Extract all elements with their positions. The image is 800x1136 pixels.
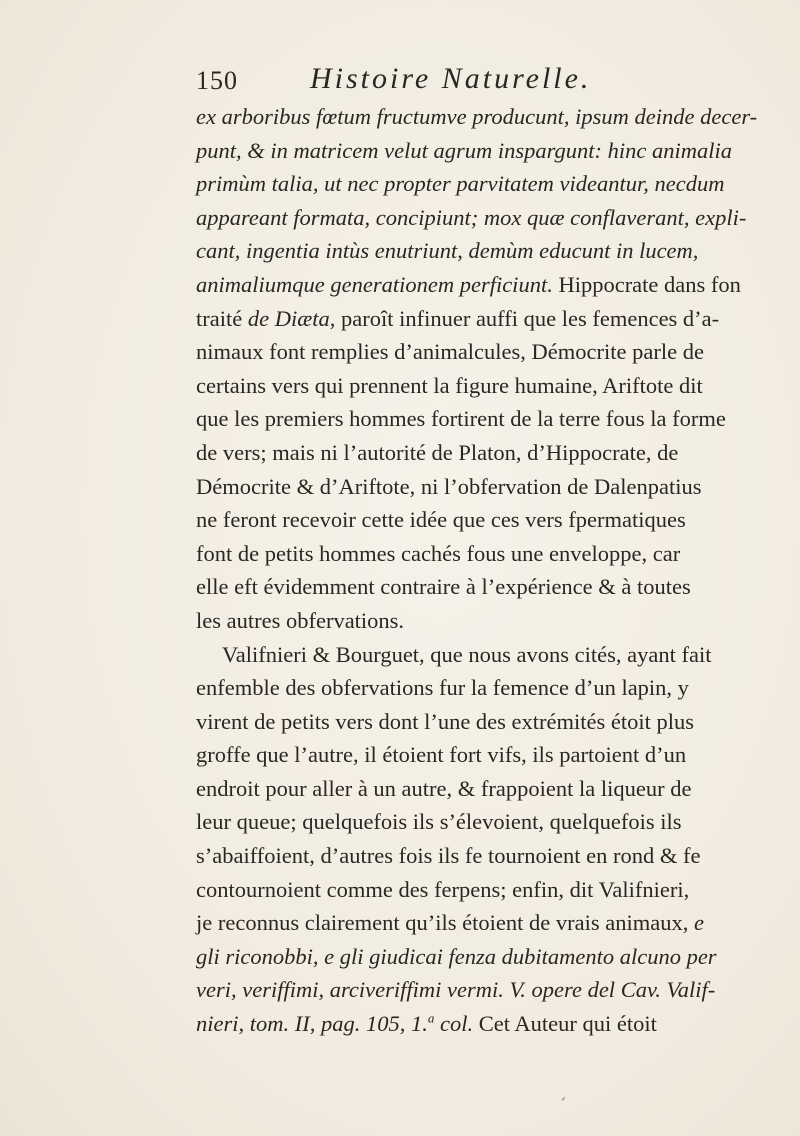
- italic-text: animaliumque generationem perficiunt.: [196, 271, 553, 297]
- italic-text: veri, veriffimi, arciveriffimi vermi. V. opere del Cav. Valif-: [196, 977, 716, 1003]
- text-line: [196, 134, 733, 168]
- text-line: [196, 436, 679, 470]
- body-text: [196, 100, 758, 1041]
- text-segment: font de petits hommes cachés fous une enveloppe, car: [196, 540, 681, 566]
- italic-text: punt, & in matricem velut agrum inspargunt: hinc animalia: [196, 137, 733, 163]
- text-segment: je reconnus clairement qu’ils étoient de vrais animaux,: [196, 910, 694, 936]
- text-segment: certains vers qui prennent la figure humaine, Ariftote dit: [196, 372, 703, 398]
- text-line: [196, 705, 695, 739]
- text-segment: virent de petits vers dont l’une des extrémités étoit plus: [196, 708, 695, 734]
- text-line: [196, 738, 687, 772]
- running-head: Histoire Naturelle.: [310, 62, 592, 95]
- text-line: [196, 873, 690, 907]
- text-segment: Démocrite & d’Ariftote, ni l’obfervation de Dalenpatius: [196, 473, 702, 499]
- text-segment: paroît infinuer auffi que les femences d’a-: [335, 305, 720, 331]
- italic-text: nieri, tom. II, pag. 105, 1.: [196, 1011, 428, 1037]
- text-line: [196, 604, 662, 638]
- text-line: [196, 503, 686, 537]
- italic-text: cant, ingentia intùs enutriunt, demùm educunt in lucem,: [196, 238, 699, 264]
- text-segment: que les premiers hommes fortirent de la terre fous la forme: [196, 406, 726, 432]
- text-line: [196, 671, 689, 705]
- text-segment: elle eft évidemment contraire à l’expérience & à toutes: [196, 574, 691, 600]
- text-line: [196, 100, 758, 134]
- italic-text: gli riconobbi, e gli giudicai fenza dubitamento alcuno per: [196, 943, 717, 969]
- text-segment: Cet Auteur qui étoit: [473, 1011, 657, 1037]
- text-line: [196, 201, 747, 235]
- text-segment: leur queue; quelquefois ils s’élevoient, quelquefois ils: [196, 809, 682, 835]
- text-line: [196, 772, 692, 806]
- text-segment: enfemble des obfervations fur la femence d’un lapin, y: [196, 675, 689, 701]
- italic-text: a: [427, 1010, 435, 1026]
- text-segment: Valifnieri & Bourguet, que nous avons cités, ayant fait: [222, 641, 712, 667]
- text-line: [196, 906, 704, 940]
- text-segment: traité: [196, 305, 248, 331]
- italic-text: primùm talia, ut nec propter parvitatem videantur, necdum: [196, 171, 725, 197]
- ink-mark: [561, 1097, 568, 1104]
- text-line: [196, 839, 701, 873]
- text-line: [196, 402, 726, 436]
- text-line: [196, 369, 703, 403]
- text-line: [196, 167, 725, 201]
- text-line: [196, 973, 716, 1007]
- italic-text: ex arboribus fœtum fructumve producunt, ipsum deinde decer-: [196, 104, 758, 129]
- text-segment: ne feront recevoir cette idée que ces vers fpermatiques: [196, 507, 686, 533]
- italic-text: de Diæta,: [247, 305, 336, 331]
- text-segment: nimaux font remplies d’animalcules, Démocrite parle de: [196, 339, 704, 365]
- text-line: [196, 805, 682, 839]
- italic-text: col.: [434, 1011, 474, 1037]
- text-line: [196, 302, 720, 336]
- text-line: [196, 570, 691, 604]
- text-line: [196, 1007, 662, 1041]
- text-segment: s’abaiffoient, d’autres fois ils fe tournoient en rond & fe: [196, 843, 701, 869]
- text-segment: Hippocrate dans fon: [552, 271, 741, 297]
- text-line: [196, 537, 681, 571]
- page-number: 150: [196, 66, 238, 95]
- text-segment: endroit pour aller à un autre, & frappoient la liqueur de: [196, 775, 692, 801]
- text-line: [196, 234, 699, 268]
- text-line: [196, 335, 704, 369]
- text-segment: les autres obfervations.: [196, 607, 405, 633]
- text-line: [196, 470, 702, 504]
- text-segment: contournoient comme des ferpens; enfin, dit Valifnieri,: [196, 876, 690, 902]
- page-header: [196, 60, 676, 100]
- text-line: [196, 268, 741, 302]
- text-line: [196, 638, 712, 672]
- text-segment: de vers; mais ni l’autorité de Platon, d’Hippocrate, de: [196, 439, 679, 465]
- text-segment: groffe que l’autre, il étoient fort vifs, ils partoient d’un: [196, 742, 687, 768]
- text-line: [196, 940, 717, 974]
- italic-text: appareant formata, concipiunt; mox quæ conflaverant, expli-: [196, 204, 747, 230]
- italic-text: e: [693, 910, 704, 936]
